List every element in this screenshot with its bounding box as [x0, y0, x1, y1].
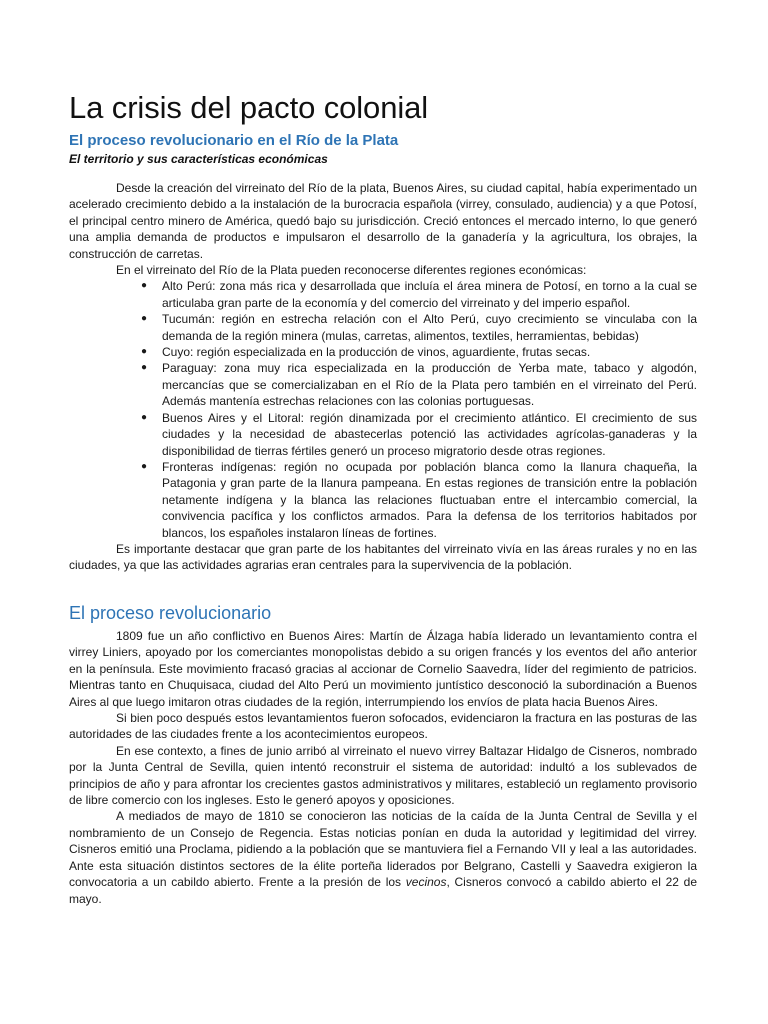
list-item-text: Cuyo: región especializada en la producción de vinos, aguardiente, frutas secas. — [162, 345, 591, 360]
paragraph-text: , Cisneros convocó a cabildo abierto el 22 de mayo. — [69, 875, 698, 906]
paragraph: Es importante destacar que gran parte de los habitantes del virreinato vivía en las áreas rurales y no en las ciudades, ya que las actividades agrarias eran centrales para la supervivencia de la población. — [69, 541, 697, 573]
paragraph: Desde la creación del virreinato del Río de la plata, Buenos Aires, su ciudad capital, había experimentado un acelerado crecimiento debido a la instalación de la burocracia española (virrey, consulado, audiencia) y a que Potosí, el principal centro minero de América, quedó bajo su jurisdicción. Creció entonces el mercado interno, lo que generó una amplia demanda de productos e impulsaron el desarrollo de la ganadería y la agricultura, los obrajes, la construcción de carretas. — [69, 181, 697, 261]
bullet-icon: ● — [141, 313, 148, 325]
bullet-icon: ● — [141, 411, 148, 423]
bullet-icon: ● — [141, 362, 148, 374]
list-item-text: Fronteras indígenas: región no ocupada por población blanca como la llanura chaqueña, la Patagonia y gran parte de la llanura pampeana. En estas regiones de transición entre la población netamente indígena y la blanca las relaciones fluctuaban entre el intercambio comercial, la convivencia pacífica y los conflictos armados. Para la defensa de los territorios habitados por blancos, los españoles instalaron líneas de fortines. — [162, 459, 697, 540]
list-item — [141, 311, 697, 344]
list-item — [141, 360, 697, 409]
page-title: La crisis del pacto colonial — [69, 90, 429, 125]
list-item — [141, 459, 697, 541]
section-heading: El proceso revolucionario — [69, 603, 272, 623]
regions-list — [69, 278, 697, 541]
subsection-heading: El territorio y sus características económicas — [69, 152, 328, 166]
list-item — [141, 410, 697, 459]
paragraph: En el virreinato del Río de la Plata pueden reconocerse diferentes regiones económicas: — [116, 263, 587, 278]
bullet-icon: ● — [141, 280, 148, 292]
paragraph: 1809 fue un año conflictivo en Buenos Aires: Martín de Álzaga había liderado un levantamiento contra el virrey Liniers, apoyado por los comerciantes monopolistas debido a su origen francés y los eventos del año anterior en la península. Este movimiento fracasó gracias al accionar de Cornelio Saavedra, líder del regimiento de patricios. Mientras tanto en Chuquisaca, ciudad del Alto Perú un movimiento juntístico desconoció la subordinación a Buenos Aires al que luego imitaron otras ciudades de la región, interrumpiendo los envíos de plata hacia Buenos Aires. — [69, 629, 697, 709]
list-item — [141, 278, 697, 311]
section-1-body — [69, 180, 697, 574]
section-heading: El proceso revolucionario en el Río de la Plata — [69, 132, 399, 149]
paragraph: En ese contexto, a fines de junio arribó al virreinato el nuevo virrey Baltazar Hidalgo de Cisneros, nombrado por la Junta Central de Sevilla, quien intentó reconstruir el sistema de autoridad: indultó a los sublevados de principios de año y para afrontar los crecientes gastos administrativos y militares, estableció un reglamento provisorio de libre comercio con los ingleses. Esto le generó apoyos y oposiciones. — [69, 743, 697, 808]
list-item-text: Alto Perú: zona más rica y desarrollada que incluía el área minera de Potosí, en torno a la cual se articulaba gran parte de la economía y del comercio del virreinato y del imperio español. — [162, 279, 697, 310]
list-item — [141, 344, 697, 360]
list-item-text: Paraguay: zona muy rica especializada en la producción de Yerba mate, tabaco y algodón, mercancías que se comercializaban en el Río de la Plata pero también en el virreinato del Perú. Además mantenía estrechas relaciones con las colonias portuguesas. — [162, 361, 697, 409]
paragraph — [69, 808, 697, 906]
section-2-body — [69, 628, 697, 907]
paragraph: Si bien poco después estos levantamientos fueron sofocados, evidenciaron la fractura en las posturas de las autoridades de las ciudades frente a los acontecimientos europeos. — [69, 711, 697, 742]
emphasis-text: vecinos — [405, 875, 447, 890]
paragraph-text: A mediados de mayo de 1810 se conocieron las noticias de la caída de la Junta Central de Sevilla y el nombramiento de un Consejo de Regencia. Estas noticias ponían en duda la autoridad y legitimidad del virrey. Cisneros emitió una Proclama, pidiendo a la población que se mantuviera fiel a Fernando VII y leal a las autoridades. Ante esta situación distintos sectores de la élite porteña liderados por Belgrano, Castelli y Saavedra exigieron la convocatoria a un cabildo abierto. Frente a la presión de los — [69, 809, 697, 890]
bullet-icon: ● — [141, 460, 148, 472]
bullet-icon: ● — [141, 346, 148, 358]
list-item-text: Buenos Aires y el Litoral: región dinamizada por el crecimiento atlántico. El crecimiento de sus ciudades y la necesidad de abastecerlas potenció las actividades agrícolas-ganaderas y la disponibilidad de tierras fértiles generó un proceso migratorio desde otras regiones. — [162, 410, 697, 458]
list-item-text: Tucumán: región en estrecha relación con el Alto Perú, cuyo crecimiento se vinculaba con la demanda de la región minera (mulas, carretas, alimentos, textiles, herramientas, bebidas) — [162, 312, 697, 343]
